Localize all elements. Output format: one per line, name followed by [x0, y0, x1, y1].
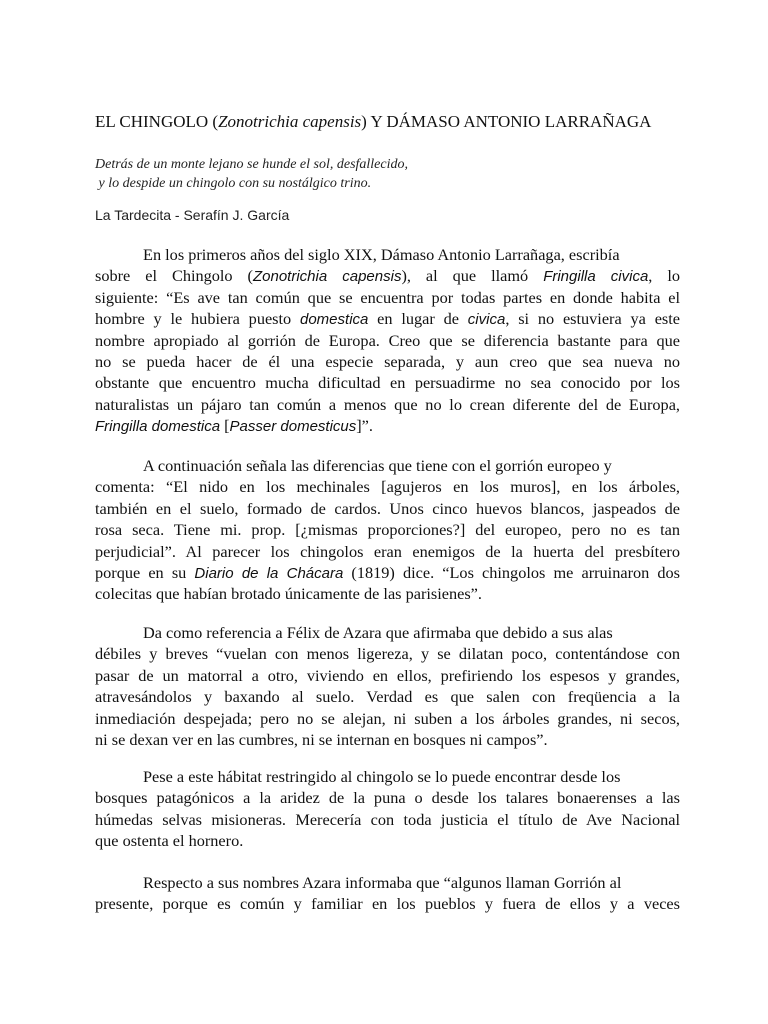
epigraph	[95, 155, 408, 193]
paragraph-line: Respecto a sus nombres Azara informaba que “algunos llaman Gorrión al	[143, 873, 622, 892]
paragraph-line	[95, 562, 680, 583]
text-run: (1819) dice. “Los chingolos me arruinaron dos	[343, 562, 680, 582]
book-title: Diario de la Chácara	[194, 564, 344, 582]
text-run: [	[220, 416, 230, 436]
paragraph-line: colecitas que habían brotado únicamente de las parisienes”.	[95, 584, 482, 604]
species-name: Passer domesticus	[229, 418, 357, 436]
paragraph-line: no se pueda hacer de él una especie separada, y aun creo que sea nueva no	[95, 351, 680, 371]
paragraph-line	[95, 415, 680, 436]
paragraph-line: naturalistas un pájaro tan común a menos que no lo crean diferente del de Europa,	[95, 394, 680, 414]
text-run: sobre el Chingolo (	[95, 266, 253, 286]
paragraph-line: nombre apropiado al gorrión de Europa. Creo que se diferencia bastante para que	[95, 330, 680, 350]
paragraph-line: pasar de un matorral a otro, viviendo en ellos, prefiriendo los espesos y grandes,	[95, 665, 680, 685]
paragraph-line: bosques patagónicos a la aridez de la puna o desde los talares bonaerenses a las	[95, 788, 680, 808]
text-run: hombre y le hubiera puesto	[95, 309, 300, 329]
paragraph-line: que ostenta el hornero.	[95, 831, 244, 851]
text-run: , lo	[648, 266, 680, 286]
paragraph-line: húmedas selvas misioneras. Merecería con toda justicia el título de Ave Nacional	[95, 809, 680, 829]
title-suffix: ) Y DÁMASO ANTONIO LARRAÑAGA	[361, 112, 652, 131]
paragraph-line: atravesándolos y baxando al suelo. Verdad es que salen con freqüencia a la	[95, 687, 680, 707]
paragraph-line: rosa seca. Tiene mi. prop. [¿mismas proporciones?] del europeo, pero no es tan	[95, 520, 680, 540]
species-name: Zonotrichia capensis	[252, 268, 402, 286]
paragraph-5	[95, 872, 680, 915]
paragraph-line: débiles y breves “vuelan con menos ligereza, y se dilatan poco, contentándose con	[95, 644, 680, 664]
epigraph-line-1: Detrás de un monte lejano se hunde el sol, desfallecido,	[95, 157, 408, 172]
paragraph-line: perjudicial”. Al parecer los chingolos eran enemigos de la huerta del presbítero	[95, 541, 680, 561]
paragraph-line	[95, 265, 680, 286]
epigraph-line-2: y lo despide un chingolo con su nostálgico trino.	[95, 176, 372, 191]
paragraph-line: obstante que encuentro mucha dificultad en persuadirme no sea conocido por los	[95, 373, 680, 393]
paragraph-line: Da como referencia a Félix de Azara que afirmaba que debido a sus alas	[143, 623, 613, 642]
paragraph-3	[95, 622, 680, 750]
species-name: civica	[467, 311, 506, 329]
paragraph-line: siguiente: “Es ave tan común que se encuentra por todas partes en donde habita el	[95, 287, 680, 307]
text-run: en lugar de	[368, 309, 468, 329]
paragraph-line: A continuación señala las diferencias que tiene con el gorrión europeo y	[143, 456, 612, 475]
document-title	[95, 112, 651, 132]
paragraph-2	[95, 455, 680, 605]
species-name: Fringilla domestica	[95, 418, 221, 436]
text-run: ), al que llamó	[401, 266, 544, 286]
paragraph-line: Pese a este hábitat restringido al chingolo se lo puede encontrar desde los	[143, 767, 621, 786]
paragraph-line: presente, porque es común y familiar en los pueblos y fuera de ellos y a veces	[95, 894, 680, 914]
paragraph-line: comenta: “El nido en los mechinales [agujeros en los muros], en los árboles,	[95, 477, 680, 497]
paragraph-1	[95, 244, 680, 437]
paragraph-line: ni se dexan ver en las cumbres, ni se internan en bosques ni campos”.	[95, 729, 548, 749]
species-name: Fringilla civica	[543, 268, 649, 286]
text-run: porque en su	[95, 562, 195, 582]
title-prefix: EL CHINGOLO (	[95, 112, 219, 131]
paragraph-line	[95, 308, 680, 329]
species-name: domestica	[300, 311, 369, 329]
paragraph-line: En los primeros años del siglo XIX, Dámaso Antonio Larrañaga, escribía	[143, 245, 620, 264]
epigraph-source: La Tardecita - Serafín J. García	[95, 207, 290, 223]
paragraph-line: también en el suelo, formado de cardos. Unos cinco huevos blancos, jaspeados de	[95, 498, 680, 518]
text-run: , si no estuviera ya este	[505, 309, 680, 329]
text-run: ]”.	[356, 416, 373, 436]
title-species: Zonotrichia capensis	[218, 112, 362, 131]
paragraph-line: inmediación despejada; pero no se alejan, ni suben a los árboles grandes, ni secos,	[95, 708, 680, 728]
paragraph-4	[95, 766, 680, 852]
